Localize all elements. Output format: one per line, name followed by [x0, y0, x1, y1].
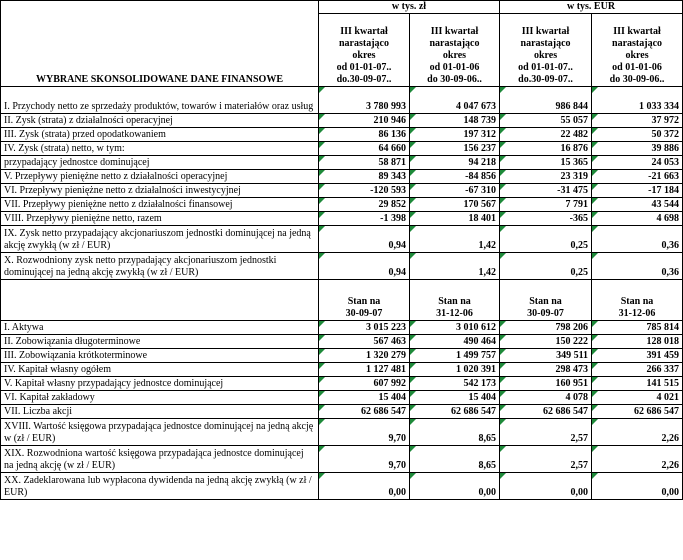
income-row — [1, 253, 683, 280]
value-cell: 607 992 — [319, 377, 410, 391]
row-label: V. Kapitał własny przypadający jednostce dominującej — [1, 377, 319, 391]
value-cell: 1,42 — [410, 226, 500, 253]
income-row — [1, 184, 683, 198]
value-cell: 8,65 — [410, 446, 500, 473]
value-cell: 0,00 — [500, 473, 592, 500]
period-header-1 — [319, 14, 410, 87]
currency-eur-header: w tys. EUR — [500, 1, 683, 14]
value-cell: 0,00 — [319, 473, 410, 500]
value-cell: 2,26 — [592, 419, 683, 446]
value-cell: 986 844 — [500, 87, 592, 114]
value-cell: 39 886 — [592, 142, 683, 156]
value-cell: 4 047 673 — [410, 87, 500, 114]
value-cell: 2,26 — [592, 446, 683, 473]
period-header-line: narastająco — [612, 38, 663, 49]
value-cell: 29 852 — [319, 198, 410, 212]
value-cell: 150 222 — [500, 335, 592, 349]
income-row — [1, 170, 683, 184]
value-cell: 210 946 — [319, 114, 410, 128]
value-cell: 0,94 — [319, 226, 410, 253]
row-label: IV. Zysk (strata) netto, w tym: — [1, 142, 319, 156]
value-cell: 43 544 — [592, 198, 683, 212]
period-header-line: od 01-01-06 — [612, 62, 662, 73]
period-header-line: okres — [442, 50, 467, 61]
value-cell: 567 463 — [319, 335, 410, 349]
value-cell: 798 206 — [500, 321, 592, 335]
value-cell: 15 404 — [410, 391, 500, 405]
income-row — [1, 128, 683, 142]
value-cell: 1 127 481 — [319, 363, 410, 377]
value-cell: 18 401 — [410, 212, 500, 226]
period-header-line: od 01-01-07.. — [336, 62, 392, 73]
balance-row — [1, 473, 683, 500]
value-cell: 58 871 — [319, 156, 410, 170]
period-header-line: okres — [533, 50, 558, 61]
period-header-line: od 01-01-06 — [429, 62, 480, 73]
value-cell: -365 — [500, 212, 592, 226]
row-label: III. Zysk (strata) przed opodatkowaniem — [1, 128, 319, 142]
balance-date-line: 30-09-07 — [345, 308, 383, 319]
blank-cell — [1, 280, 319, 321]
value-cell: 0,00 — [410, 473, 500, 500]
value-cell: 1 033 334 — [592, 87, 683, 114]
income-row — [1, 212, 683, 226]
period-header-line: do.30-09-07.. — [518, 74, 573, 85]
period-header-line: III kwartał — [613, 26, 661, 37]
value-cell: 298 473 — [500, 363, 592, 377]
balance-row — [1, 321, 683, 335]
income-row — [1, 198, 683, 212]
value-cell: 62 686 547 — [319, 405, 410, 419]
value-cell: 148 739 — [410, 114, 500, 128]
balance-date-header-1 — [319, 280, 410, 321]
value-cell: 22 482 — [500, 128, 592, 142]
balance-date-header-row — [1, 280, 683, 321]
value-cell: 391 459 — [592, 349, 683, 363]
row-label: VIII. Przepływy pieniężne netto, razem — [1, 212, 319, 226]
balance-date-line: Stan na — [529, 296, 562, 307]
balance-date-line: Stan na — [347, 296, 381, 307]
period-header-line: III kwartał — [430, 26, 479, 37]
value-cell: 16 876 — [500, 142, 592, 156]
value-cell: 50 372 — [592, 128, 683, 142]
value-cell: 1 499 757 — [410, 349, 500, 363]
value-cell: 9,70 — [319, 446, 410, 473]
value-cell: 3 015 223 — [319, 321, 410, 335]
period-header-line: narastająco — [339, 38, 389, 49]
period-header-line: III kwartał — [340, 26, 388, 37]
balance-date-line: 31-12-06 — [436, 308, 473, 319]
value-cell: -31 475 — [500, 184, 592, 198]
value-cell: 197 312 — [410, 128, 500, 142]
balance-row — [1, 377, 683, 391]
currency-header-row — [1, 1, 683, 14]
value-cell: 7 791 — [500, 198, 592, 212]
balance-date-line: Stan na — [620, 296, 654, 307]
income-row — [1, 114, 683, 128]
balance-row — [1, 391, 683, 405]
period-header-line: do 30-09-06.. — [427, 74, 482, 85]
value-cell: 94 218 — [410, 156, 500, 170]
value-cell: 62 686 547 — [410, 405, 500, 419]
value-cell: 160 951 — [500, 377, 592, 391]
income-row — [1, 87, 683, 114]
value-cell: 4 078 — [500, 391, 592, 405]
value-cell: 86 136 — [319, 128, 410, 142]
income-row — [1, 156, 683, 170]
period-header-2 — [410, 14, 500, 87]
period-header-line: narastająco — [520, 38, 571, 49]
value-cell: 0,36 — [592, 253, 683, 280]
period-header-line: okres — [625, 50, 649, 61]
balance-date-header-2 — [410, 280, 500, 321]
value-cell: 4 698 — [592, 212, 683, 226]
value-cell: 1,42 — [410, 253, 500, 280]
value-cell: 15 404 — [319, 391, 410, 405]
value-cell: -1 398 — [319, 212, 410, 226]
row-label: II. Zysk (strata) z działalności operacyjnej — [1, 114, 319, 128]
value-cell: 15 365 — [500, 156, 592, 170]
income-row — [1, 142, 683, 156]
balance-date-header-4 — [592, 280, 683, 321]
balance-row — [1, 405, 683, 419]
balance-date-line: 31-12-06 — [618, 308, 656, 319]
balance-date-header-3 — [500, 280, 592, 321]
value-cell: 37 972 — [592, 114, 683, 128]
value-cell: -21 663 — [592, 170, 683, 184]
income-row — [1, 226, 683, 253]
value-cell: 785 814 — [592, 321, 683, 335]
value-cell: 170 567 — [410, 198, 500, 212]
value-cell: 3 010 612 — [410, 321, 500, 335]
value-cell: 4 021 — [592, 391, 683, 405]
row-label: XIX. Rozwodniona wartość księgowa przypadająca jednostce dominującej na jedną akcję (w zł / EUR) — [1, 446, 319, 473]
row-label: XX. Zadeklarowana lub wypłacona dywidenda na jedną akcję zwykłą (w zł / EUR) — [1, 473, 319, 500]
row-label: V. Przepływy pieniężne netto z działalności operacyjnej — [1, 170, 319, 184]
period-header-line: okres — [352, 50, 376, 61]
value-cell: -67 310 — [410, 184, 500, 198]
row-label: III. Zobowiązania krótkoterminowe — [1, 349, 319, 363]
value-cell: 542 173 — [410, 377, 500, 391]
value-cell: 2,57 — [500, 446, 592, 473]
value-cell: 0,00 — [592, 473, 683, 500]
row-label: VI. Przepływy pieniężne netto z działalności inwestycyjnej — [1, 184, 319, 198]
row-label: VII. Przepływy pieniężne netto z działalności finansowej — [1, 198, 319, 212]
row-label: XVIII. Wartość księgowa przypadająca jednostce dominującej na jedną akcję w (zł / EUR) — [1, 419, 319, 446]
value-cell: 9,70 — [319, 419, 410, 446]
period-header-line: do.30-09-07.. — [336, 74, 392, 85]
value-cell: 3 780 993 — [319, 87, 410, 114]
balance-date-line: Stan na — [438, 296, 471, 307]
row-label: VI. Kapitał zakładowy — [1, 391, 319, 405]
value-cell: 62 686 547 — [592, 405, 683, 419]
value-cell: 64 660 — [319, 142, 410, 156]
value-cell: 0,25 — [500, 226, 592, 253]
balance-row — [1, 349, 683, 363]
balance-row — [1, 335, 683, 349]
currency-pln-header: w tys. zł — [319, 1, 500, 14]
value-cell: 0,25 — [500, 253, 592, 280]
row-label: IV. Kapitał własny ogółem — [1, 363, 319, 377]
period-header-line: narastająco — [429, 38, 480, 49]
value-cell: 141 515 — [592, 377, 683, 391]
value-cell: 89 343 — [319, 170, 410, 184]
row-label: II. Zobowiązania długoterminowe — [1, 335, 319, 349]
value-cell: 24 053 — [592, 156, 683, 170]
value-cell: 62 686 547 — [500, 405, 592, 419]
row-label: VII. Liczba akcji — [1, 405, 319, 419]
value-cell: 55 057 — [500, 114, 592, 128]
row-label: I. Aktywa — [1, 321, 319, 335]
value-cell: 1 020 391 — [410, 363, 500, 377]
row-label: przypadający jednostce dominującej — [1, 156, 319, 170]
value-cell: 490 464 — [410, 335, 500, 349]
table-title: WYBRANE SKONSOLIDOWANE DANE FINANSOWE — [1, 1, 319, 87]
value-cell: 0,36 — [592, 226, 683, 253]
value-cell: 1 320 279 — [319, 349, 410, 363]
period-header-line: do 30-09-06.. — [609, 74, 665, 85]
value-cell: -17 184 — [592, 184, 683, 198]
period-header-4 — [592, 14, 683, 87]
value-cell: 266 337 — [592, 363, 683, 377]
row-label: IX. Zysk netto przypadający akcjonariuszom jednostki dominującej na jedną akcję zwykłą (w zł / EUR) — [1, 226, 319, 253]
balance-row — [1, 363, 683, 377]
value-cell: 8,65 — [410, 419, 500, 446]
balance-row — [1, 419, 683, 446]
value-cell: 23 319 — [500, 170, 592, 184]
value-cell: -120 593 — [319, 184, 410, 198]
balance-date-line: 30-09-07 — [527, 308, 564, 319]
period-header-line: III kwartał — [521, 26, 570, 37]
period-header-line: od 01-01-07.. — [518, 62, 573, 73]
value-cell: 156 237 — [410, 142, 500, 156]
row-label: I. Przychody netto ze sprzedaży produktów, towarów i materiałów oraz usług — [1, 87, 319, 114]
row-label: X. Rozwodniony zysk netto przypadający akcjonariuszom jednostki dominującej na jedną akcję zwykłą (w zł / EUR) — [1, 253, 319, 280]
value-cell: 349 511 — [500, 349, 592, 363]
balance-row — [1, 446, 683, 473]
value-cell: 0,94 — [319, 253, 410, 280]
period-header-3 — [500, 14, 592, 87]
value-cell: 2,57 — [500, 419, 592, 446]
value-cell: 128 018 — [592, 335, 683, 349]
value-cell: -84 856 — [410, 170, 500, 184]
